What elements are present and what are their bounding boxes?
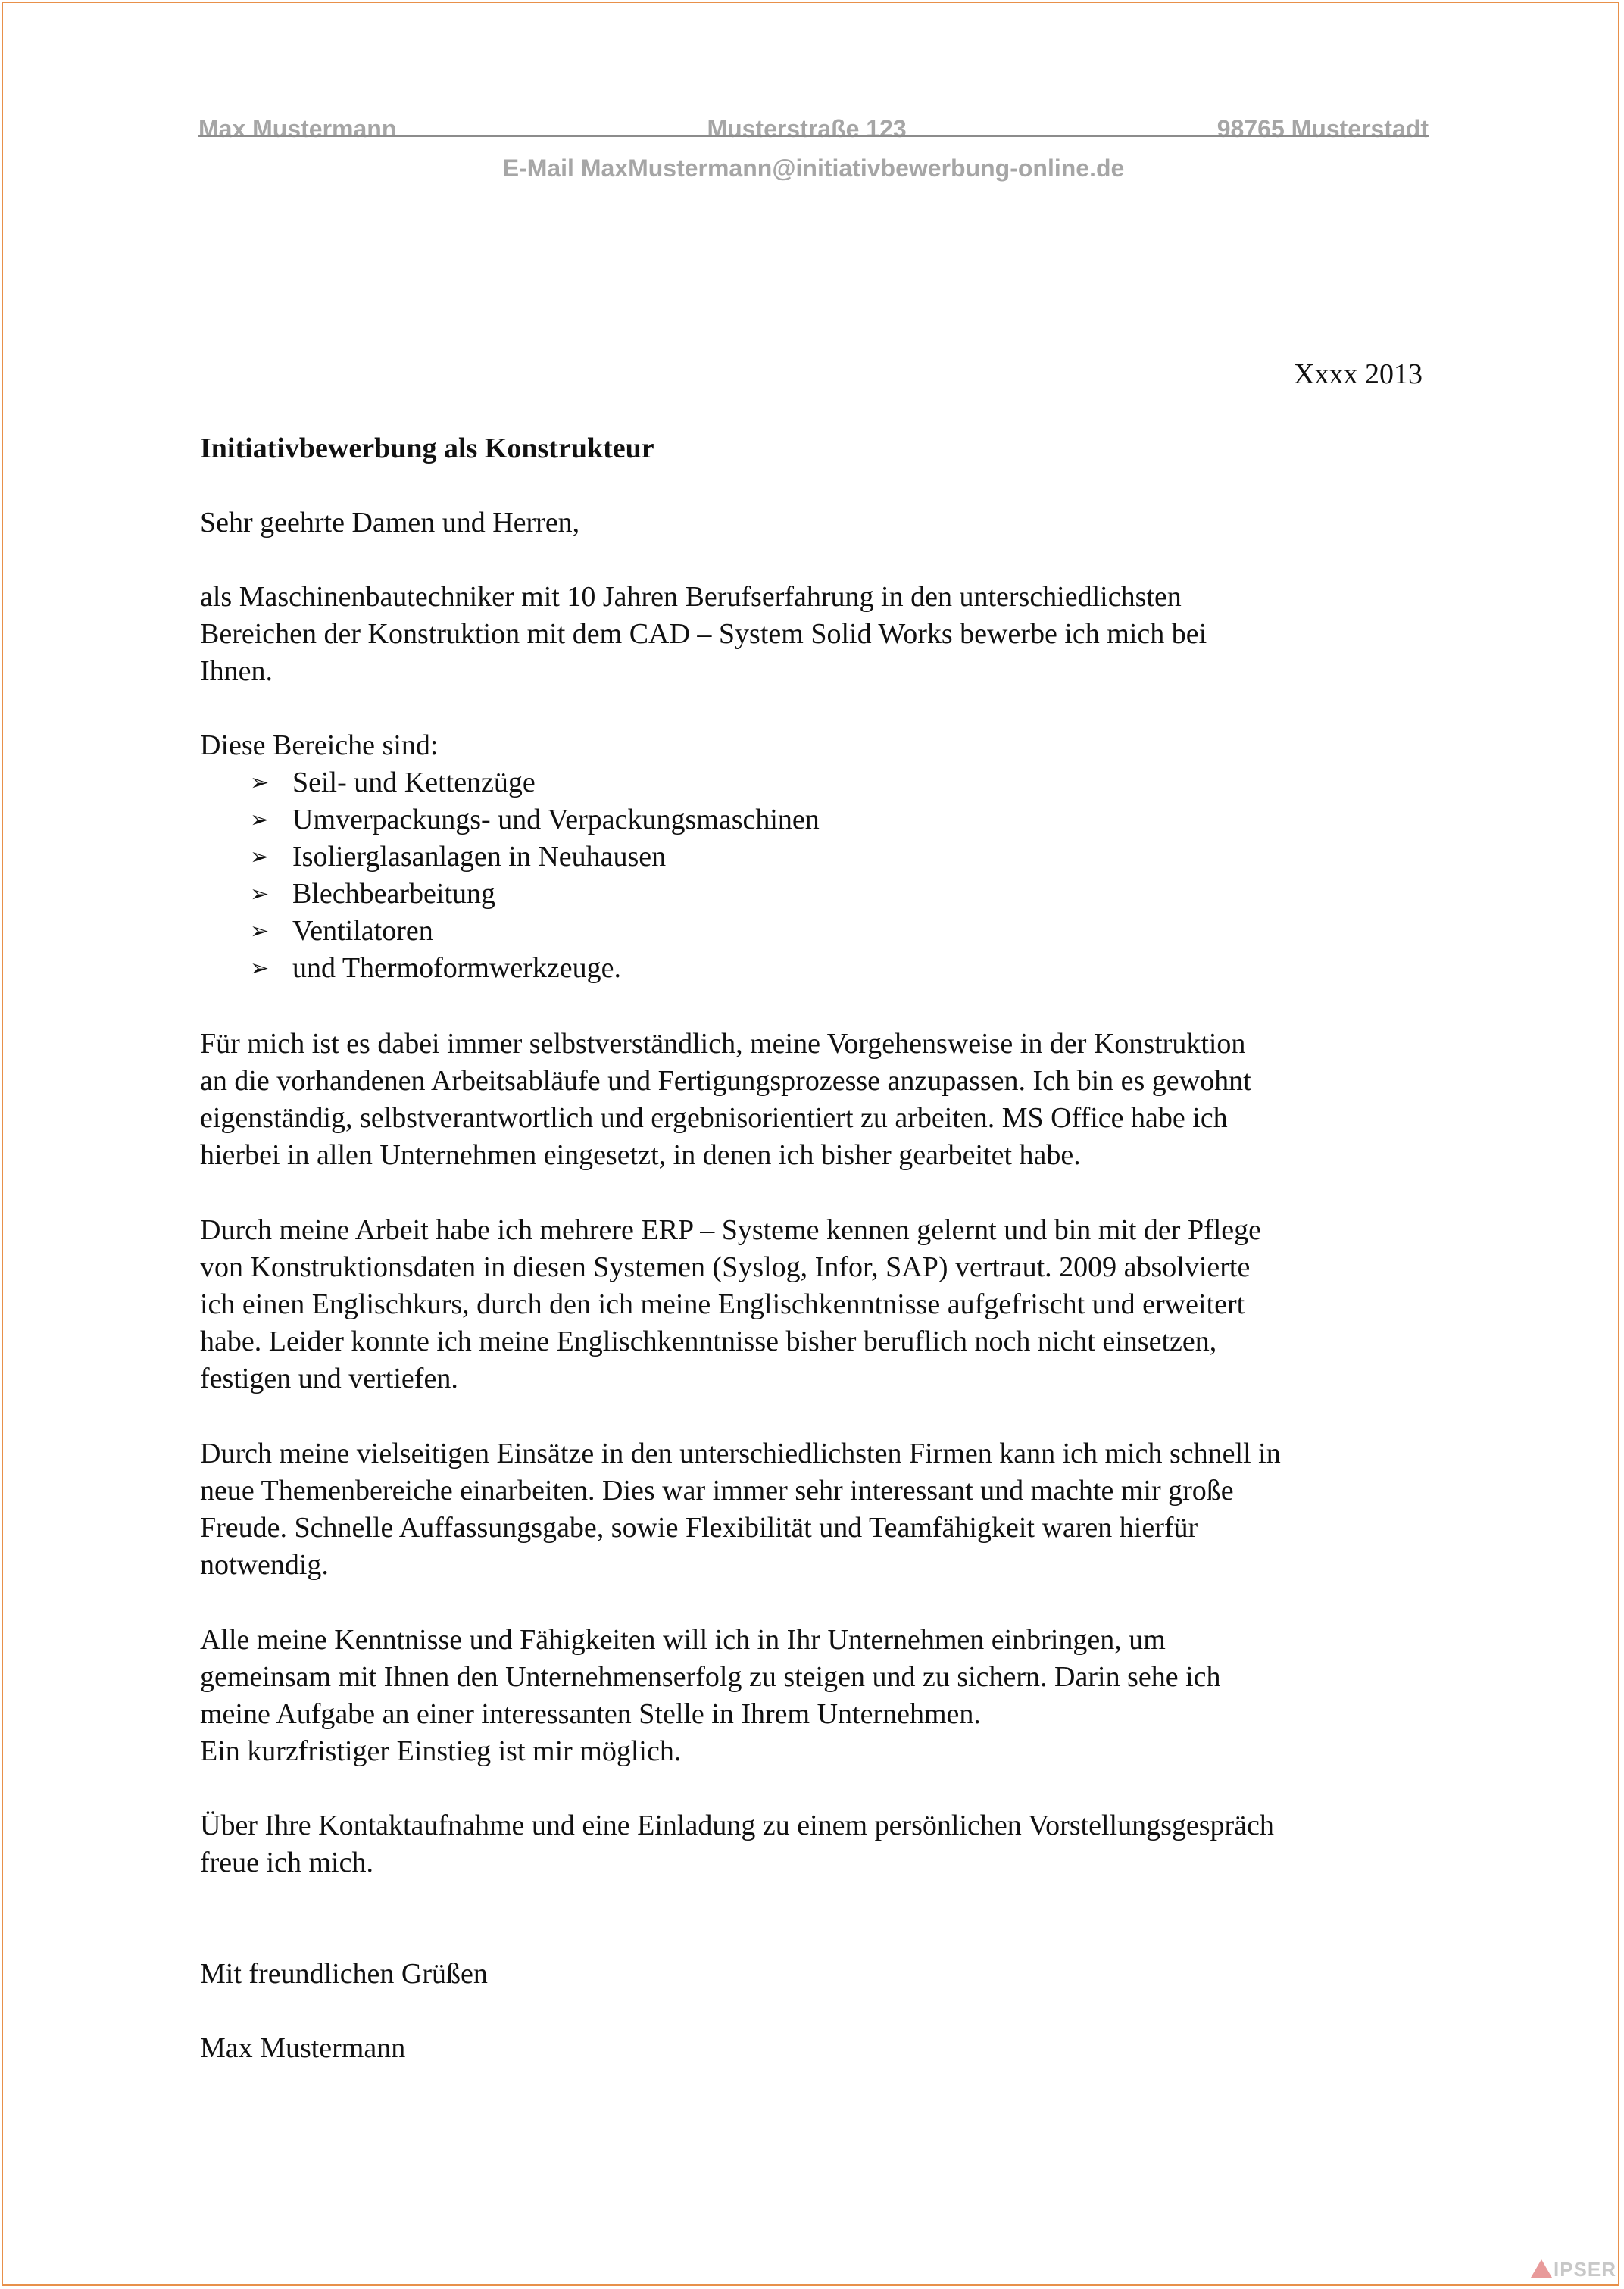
text-line: an die vorhandenen Arbeitsabläufe und Fertigungsprozesse anzupassen. Ich bin es gewohnt bbox=[200, 1065, 1251, 1097]
list-item-label: Ventilatoren bbox=[292, 915, 433, 947]
arrowhead-bullet-icon: ➢ bbox=[250, 807, 270, 832]
text-line: notwendig. bbox=[200, 1549, 329, 1581]
salutation: Sehr geehrte Damen und Herren, bbox=[200, 507, 580, 539]
paragraph-approach bbox=[200, 1026, 1442, 1174]
list-item bbox=[250, 764, 820, 801]
text-line: ich einen Englischkurs, durch den ich meine Englischkenntnisse aufgefrischt und erweitert bbox=[200, 1288, 1245, 1320]
paragraph-closing-request bbox=[200, 1807, 1442, 1881]
text-line: neue Themenbereiche einarbeiten. Dies war immer sehr interessant und machte mir große bbox=[200, 1475, 1234, 1507]
watermark-logo bbox=[1531, 2258, 1616, 2281]
list-item-label: Seil- und Kettenzüge bbox=[292, 767, 536, 798]
text-line: Für mich ist es dabei immer selbstverständlich, meine Vorgehensweise in der Konstruktion bbox=[200, 1028, 1246, 1060]
list-item bbox=[250, 876, 820, 913]
arrowhead-bullet-icon: ➢ bbox=[250, 956, 270, 981]
text-line: als Maschinenbautechniker mit 10 Jahren Berufserfahrung in den unterschiedlichsten bbox=[200, 581, 1182, 613]
list-item bbox=[250, 838, 820, 876]
areas-list bbox=[250, 764, 820, 987]
list-item-label: Isolierglasanlagen in Neuhausen bbox=[292, 841, 667, 873]
text-line: Durch meine Arbeit habe ich mehrere ERP – Systeme kennen gelernt und bin mit der Pflege bbox=[200, 1214, 1262, 1246]
letterhead-city: 98765 Musterstadt bbox=[1216, 115, 1429, 142]
text-line: Ihnen. bbox=[200, 655, 273, 687]
letter-subject: Initiativbewerbung als Konstrukteur bbox=[200, 433, 654, 464]
closing-formula: Mit freundlichen Grüßen bbox=[200, 1958, 488, 1990]
text-line: Durch meine vielseitigen Einsätze in den unterschiedlichsten Firmen kann ich mich schnell in bbox=[200, 1438, 1281, 1469]
paragraph-contribution bbox=[200, 1622, 1442, 1733]
paragraph-erp bbox=[200, 1212, 1442, 1397]
text-line: Bereichen der Konstruktion mit dem CAD – System Solid Works bewerbe ich mich bei bbox=[200, 618, 1207, 650]
text-line: freue ich mich. bbox=[200, 1847, 373, 1878]
letterhead-email: E-Mail MaxMustermann@initiativbewerbung-online.de bbox=[502, 155, 1125, 182]
text-line: festigen und vertiefen. bbox=[200, 1363, 458, 1394]
text-line: von Konstruktionsdaten in diesen Systemen (Syslog, Infor, SAP) vertraut. 2009 absolvierte bbox=[200, 1251, 1251, 1283]
letterhead-divider bbox=[198, 135, 1429, 137]
arrowhead-bullet-icon: ➢ bbox=[250, 845, 270, 870]
text-line: meine Aufgabe an einer interessanten Stelle in Ihrem Unternehmen. bbox=[200, 1698, 981, 1730]
list-item bbox=[250, 950, 820, 987]
list-item-label: Blechbearbeitung bbox=[292, 878, 496, 910]
arrowhead-bullet-icon: ➢ bbox=[250, 919, 270, 944]
list-item bbox=[250, 801, 820, 838]
logo-mark-icon bbox=[1531, 2259, 1552, 2278]
paragraph-intro bbox=[200, 579, 1442, 690]
text-line: Freude. Schnelle Auffassungsgabe, sowie Flexibilität und Teamfähigkeit waren hierfür bbox=[200, 1512, 1198, 1544]
letterhead-street: Musterstraße 123 bbox=[707, 115, 907, 142]
availability-line: Ein kurzfristiger Einstieg ist mir möglich. bbox=[200, 1735, 682, 1767]
list-item bbox=[250, 913, 820, 950]
list-item-label: Umverpackungs- und Verpackungsmaschinen bbox=[292, 804, 820, 835]
watermark-text: IPSER bbox=[1553, 2258, 1616, 2281]
text-line: Über Ihre Kontaktaufnahme und eine Einladung zu einem persönlichen Vorstellungsgespräch bbox=[200, 1810, 1274, 1841]
arrowhead-bullet-icon: ➢ bbox=[250, 770, 270, 795]
signature-name: Max Mustermann bbox=[200, 2032, 406, 2064]
list-intro: Diese Bereiche sind: bbox=[200, 729, 439, 761]
paragraph-versatility bbox=[200, 1435, 1442, 1584]
text-line: habe. Leider konnte ich meine Englischkenntnisse bisher beruflich noch nicht einsetzen, bbox=[200, 1326, 1217, 1357]
letter-date: Xxxx 2013 bbox=[1294, 358, 1423, 390]
list-item-label: und Thermoformwerkzeuge. bbox=[292, 952, 622, 984]
text-line: Alle meine Kenntnisse und Fähigkeiten will ich in Ihr Unternehmen einbringen, um bbox=[200, 1624, 1166, 1656]
text-line: eigenständig, selbstverantwortlich und ergebnisorientiert zu arbeiten. MS Office habe ich bbox=[200, 1102, 1228, 1134]
text-line: gemeinsam mit Ihnen den Unternehmenserfolg zu steigen und zu sichern. Darin sehe ich bbox=[200, 1661, 1221, 1693]
text-line: hierbei in allen Unternehmen eingesetzt, in denen ich bisher gearbeitet habe. bbox=[200, 1139, 1081, 1171]
letterhead-name: Max Mustermann bbox=[198, 115, 397, 142]
letterhead bbox=[198, 117, 1429, 141]
arrowhead-bullet-icon: ➢ bbox=[250, 882, 270, 907]
